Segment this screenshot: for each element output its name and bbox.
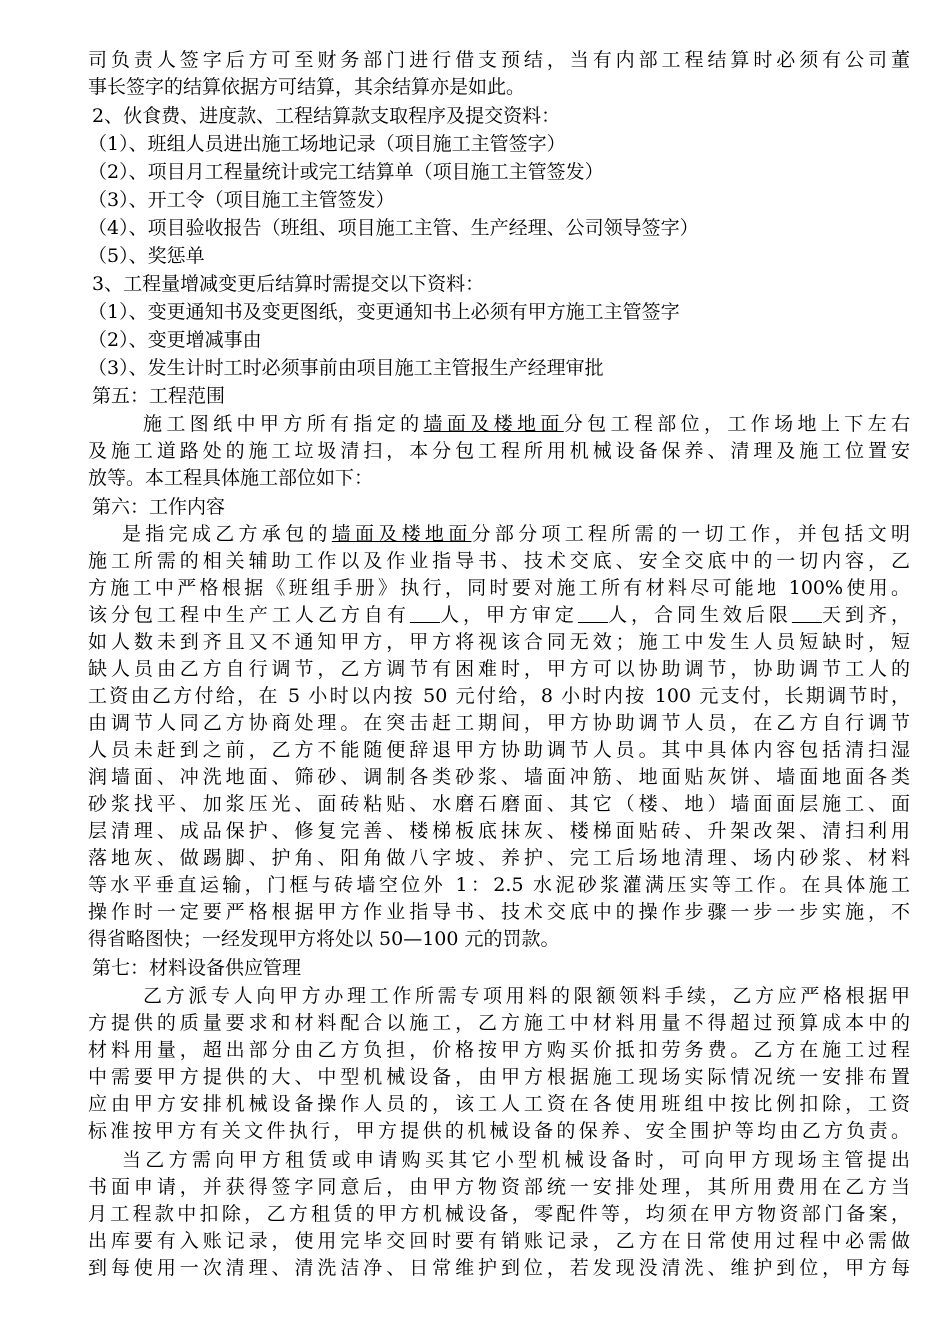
paragraph-line: 放等。本工程具体施工部位如下： (88, 467, 374, 489)
paragraph-line: 施工图纸中甲方所有指定的墙面及楼地面分包工程部位，工作场地上下左右 (143, 413, 910, 435)
paragraph-line: 材料用量，超出部分由乙方负担，价格按甲方购买价抵扣劳务费。乙方在施工过程 (88, 1039, 910, 1061)
paragraph-line: 是指完成乙方承包的墙面及楼地面分部分项工程所需的一切工作，并包括文明 (122, 523, 910, 545)
paragraph-line: 应由甲方安排机械设备操作人员的，该工人工资在各使用班组中按比例扣除，工资 (88, 1093, 910, 1115)
paragraph-line: 工资由乙方付给，在 5 小时以内按 50 元付给，8 小时内按 100 元支付，长期调节时， (88, 685, 910, 707)
section-heading: 第五：工程范围 (92, 385, 226, 407)
list-item: （3）、发生计时工时必须事前由项目施工主管报生产经理审批 (88, 357, 604, 379)
section-heading: 第六：工作内容 (92, 496, 226, 518)
list-heading: 3、工程量增减变更后结算时需提交以下资料： (92, 273, 485, 295)
paragraph-line: 该分包工程中生产工人乙方自有 人，甲方审定 人，合同生效后限 天到齐， (88, 604, 910, 626)
paragraph-line: 如人数未到齐且又不通知甲方，甲方将视该合同无效；施工中发生人员短缺时，短 (88, 631, 910, 653)
paragraph-line: 中需要甲方提供的大、中型机械设备，由甲方根据施工现场实际情况统一安排布置 (88, 1066, 910, 1088)
paragraph-line: 施工所需的相关辅助工作以及作业指导书、技术交底、安全交底中的一切内容，乙 (88, 550, 910, 572)
list-item: （1）、班组人员进出施工场地记录（项目施工主管签字） (88, 133, 566, 155)
blank-field (410, 604, 440, 626)
text-line: 事长签字的结算依据方可结算，其余结算亦是如此。 (88, 76, 526, 98)
paragraph-line: 缺人员由乙方自行调节，乙方调节有困难时，甲方可以协助调节，协助调节工人的 (88, 658, 910, 680)
paragraph-line: 到每使用一次清理、清洗洁净、日常维护到位，若发现没清洗、维护到位，甲方每 (88, 1257, 910, 1279)
paragraph-line: 层清理、成品保护、修复完善、楼梯板底抹灰、楼梯面贴砖、升架改架、清扫利用 (88, 820, 910, 842)
list-item: （3）、开工令（项目施工主管签发） (88, 189, 395, 211)
list-item: （1）、变更通知书及变更图纸，变更通知书上必须有甲方施工主管签字 (88, 301, 680, 323)
paragraph-line: 得省略图快；一经发现甲方将处以 50—100 元的罚款。 (88, 928, 560, 950)
text-line: 司负责人签字后方可至财务部门进行借支预结，当有内部工程结算时必须有公司董 (88, 49, 910, 71)
blank-field (792, 604, 822, 626)
paragraph-line: 月工程款中扣除，乙方租赁的甲方机械设备，零配件等，均须在甲方物资部门备案， (88, 1203, 910, 1225)
list-item: （5）、奖惩单 (88, 245, 205, 267)
list-item: （2）、项目月工程量统计或完工结算单（项目施工主管签发） (88, 161, 604, 183)
blank-field (578, 604, 608, 626)
underlined-term: 墙面及楼地面 (423, 413, 564, 435)
paragraph-line: 乙方派专人向甲方办理工作所需专项用料的限额领料手续，乙方应严格根据甲 (143, 985, 910, 1007)
section-heading: 第七：材料设备供应管理 (92, 957, 302, 979)
paragraph-line: 当乙方需向甲方租赁或申请购买其它小型机械设备时，可向甲方现场主管提出 (122, 1149, 910, 1171)
paragraph-line: 等水平垂直运输，门框与砖墙空位外 1：2.5 水泥砂浆灌满压实等工作。在具体施工 (88, 874, 910, 896)
paragraph-line: 及施工道路处的施工垃圾清扫，本分包工程所用机械设备保养、清理及施工位置安 (88, 440, 910, 462)
underlined-term: 墙面及楼地面 (331, 523, 472, 545)
paragraph-line: 由调节人同乙方协商处理。在突击赶工期间，甲方协助调节人员，在乙方自行调节 (88, 712, 910, 734)
paragraph-line: 润墙面、冲洗地面、筛砂、调制各类砂浆、墙面冲筋、地面贴灰饼、墙面地面各类 (88, 766, 910, 788)
paragraph-line: 书面申请，并获得签字同意后，由甲方物资部统一安排处理，其所用费用在乙方当 (88, 1176, 910, 1198)
paragraph-line: 方提供的质量要求和材料配合以施工，乙方施工中材料用量不得超过预算成本中的 (88, 1012, 910, 1034)
paragraph-line: 出库要有入账记录，使用完毕交回时要有销账记录，乙方在日常使用过程中必需做 (88, 1230, 910, 1252)
paragraph-line: 操作时一定要严格根据甲方作业指导书、技术交底中的操作步骤一步一步实施，不 (88, 901, 910, 923)
paragraph-line: 标准按甲方有关文件执行，甲方提供的机械设备的保养、安全围护等均由乙方负责。 (88, 1120, 910, 1142)
paragraph-line: 落地灰、做踢脚、护角、阳角做八字坡、养护、完工后场地清理、场内砂浆、材料 (88, 847, 910, 869)
paragraph-line: 方施工中严格根据《班组手册》执行，同时要对施工所有材料尽可能地 100%使用。 (88, 577, 910, 599)
list-heading: 2、伙食费、进度款、工程结算款支取程序及提交资料： (92, 105, 561, 127)
paragraph-line: 砂浆找平、加浆压光、面砖粘贴、水磨石磨面、其它（楼、地）墙面面层施工、面 (88, 793, 910, 815)
paragraph-line: 人员未赶到之前，乙方不能随便辞退甲方协助调节人员。其中具体内容包括清扫湿 (88, 739, 910, 761)
list-item: （4）、项目验收报告（班组、项目施工主管、生产经理、公司领导签字） (88, 217, 699, 239)
list-item: （2）、变更增减事由 (88, 329, 262, 351)
